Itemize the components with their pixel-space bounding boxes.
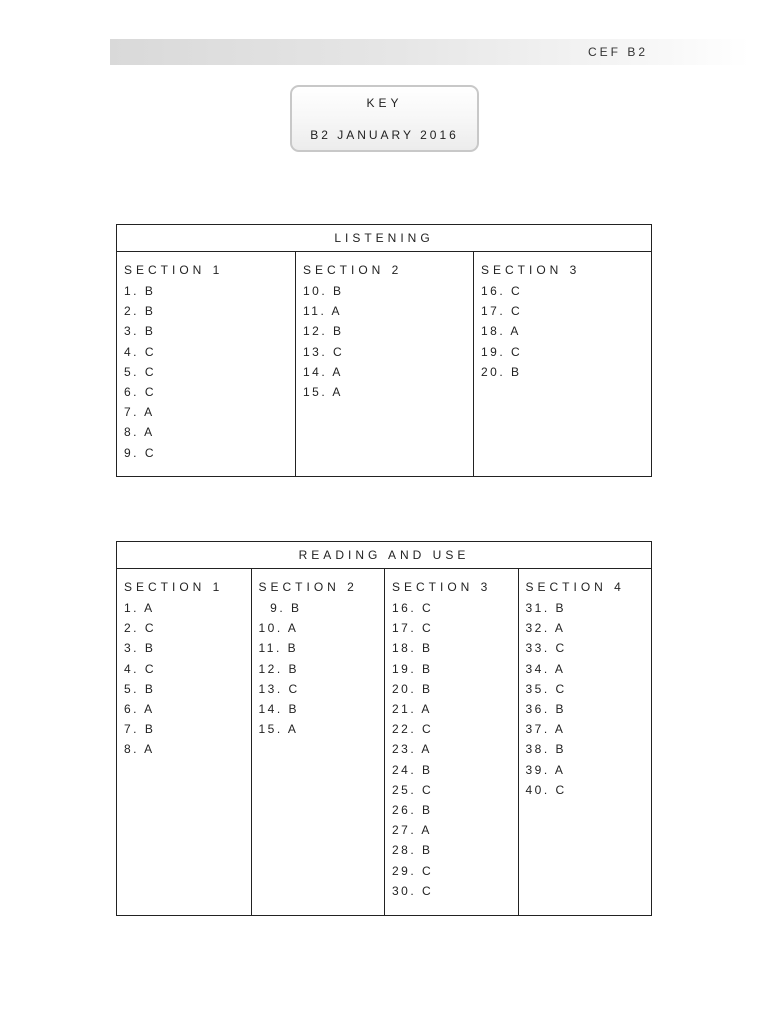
answer-item: 2. C xyxy=(124,621,157,636)
answer-item: 9. C xyxy=(124,445,157,460)
answer-item: 8. A xyxy=(124,425,155,440)
answer-item: 6. C xyxy=(124,385,157,400)
answer-item: 17. C xyxy=(392,621,434,636)
answer-item: 1. B xyxy=(124,284,156,298)
answer-list xyxy=(259,598,385,739)
reading-title: READING AND USE xyxy=(117,542,651,569)
key-title: KEY xyxy=(366,96,403,110)
answer-item: 22. C xyxy=(392,722,434,737)
section-title: SECTION 2 xyxy=(303,263,403,277)
answer-list xyxy=(526,598,652,800)
answer-item: 7. A xyxy=(124,405,155,420)
section-title: SECTION 3 xyxy=(481,263,581,277)
answer-item: 35. C xyxy=(525,681,567,696)
answer-item: 27. A xyxy=(392,823,432,838)
level-label: CEF B2 xyxy=(587,45,648,59)
key-title-box xyxy=(290,85,479,152)
listening-columns xyxy=(117,252,651,477)
answer-list xyxy=(481,281,651,382)
reading-section-2-column xyxy=(251,569,385,916)
answer-item: 13. C xyxy=(303,344,345,359)
answer-item: 30. C xyxy=(392,883,434,898)
listening-section-3-column xyxy=(473,252,651,477)
section-title: SECTION 1 xyxy=(124,580,224,594)
reading-section-4-column xyxy=(518,569,652,916)
answer-item: 32. A xyxy=(525,621,566,636)
answer-item: 24. B xyxy=(392,762,433,777)
answer-item: 11. A xyxy=(303,304,342,319)
answer-item: 37. A xyxy=(525,722,566,737)
answer-item: 8. A xyxy=(124,742,155,757)
answer-item: 36. B xyxy=(525,702,567,717)
listening-section-1-column xyxy=(117,252,295,477)
answer-item: 10. B xyxy=(303,284,344,298)
answer-item: 40. C xyxy=(525,782,567,797)
answer-item: 5. B xyxy=(124,681,156,696)
reading-columns xyxy=(117,569,651,916)
answer-item: 19. C xyxy=(481,344,523,359)
answer-item: 26. B xyxy=(392,803,433,818)
answer-item: 15. A xyxy=(258,722,299,737)
listening-title: LISTENING xyxy=(117,225,651,252)
answer-item: 10. A xyxy=(258,621,299,636)
answer-item: 17. C xyxy=(481,304,523,319)
listening-table xyxy=(116,224,652,477)
section-title: SECTION 4 xyxy=(525,580,625,594)
answer-item: 9. B xyxy=(258,601,302,615)
answer-list xyxy=(392,598,518,901)
answer-item: 23. A xyxy=(392,742,432,757)
answer-item: 38. B xyxy=(525,742,567,757)
answer-item: 20. B xyxy=(392,681,433,696)
exam-date: B2 JANUARY 2016 xyxy=(310,128,459,142)
answer-item: 4. C xyxy=(124,661,157,676)
reading-table xyxy=(116,541,652,916)
answer-item: 14. B xyxy=(258,702,300,717)
answer-item: 34. A xyxy=(525,661,566,676)
answer-item: 11. B xyxy=(258,641,299,656)
answer-item: 21. A xyxy=(392,702,432,717)
section-title: SECTION 2 xyxy=(258,580,358,594)
answer-item: 28. B xyxy=(392,843,433,858)
answer-item: 1. A xyxy=(124,601,155,615)
answer-item: 12. B xyxy=(303,324,344,339)
answer-item: 20. B xyxy=(481,364,522,379)
section-title: SECTION 3 xyxy=(392,580,492,594)
answer-item: 3. B xyxy=(124,641,156,656)
answer-item: 16. C xyxy=(392,601,434,615)
answer-item: 19. B xyxy=(392,661,433,676)
answer-item: 18. B xyxy=(392,641,433,656)
answer-item: 33. C xyxy=(525,641,567,656)
answer-item: 5. C xyxy=(124,364,157,379)
answer-list xyxy=(124,598,251,760)
answer-item: 14. A xyxy=(303,364,343,379)
answer-item: 13. C xyxy=(258,681,300,696)
section-title: SECTION 1 xyxy=(124,263,224,277)
answer-item: 29. C xyxy=(392,863,434,878)
answer-item: 2. B xyxy=(124,304,156,319)
reading-section-3-column xyxy=(384,569,518,916)
answer-item: 15. A xyxy=(303,385,343,400)
answer-item: 39. A xyxy=(525,762,566,777)
answer-item: 4. C xyxy=(124,344,157,359)
answer-item: 7. B xyxy=(124,722,156,737)
header-bar xyxy=(110,39,750,65)
answer-list xyxy=(124,281,295,463)
listening-section-2-column xyxy=(295,252,473,477)
answer-item: 31. B xyxy=(525,601,567,615)
answer-item: 3. B xyxy=(124,324,156,339)
reading-section-1-column xyxy=(117,569,251,916)
answer-item: 12. B xyxy=(258,661,300,676)
answer-list xyxy=(303,281,473,402)
answer-item: 6. A xyxy=(124,702,155,717)
answer-item: 16. C xyxy=(481,284,523,298)
answer-item: 25. C xyxy=(392,782,434,797)
answer-item: 18. A xyxy=(481,324,521,339)
